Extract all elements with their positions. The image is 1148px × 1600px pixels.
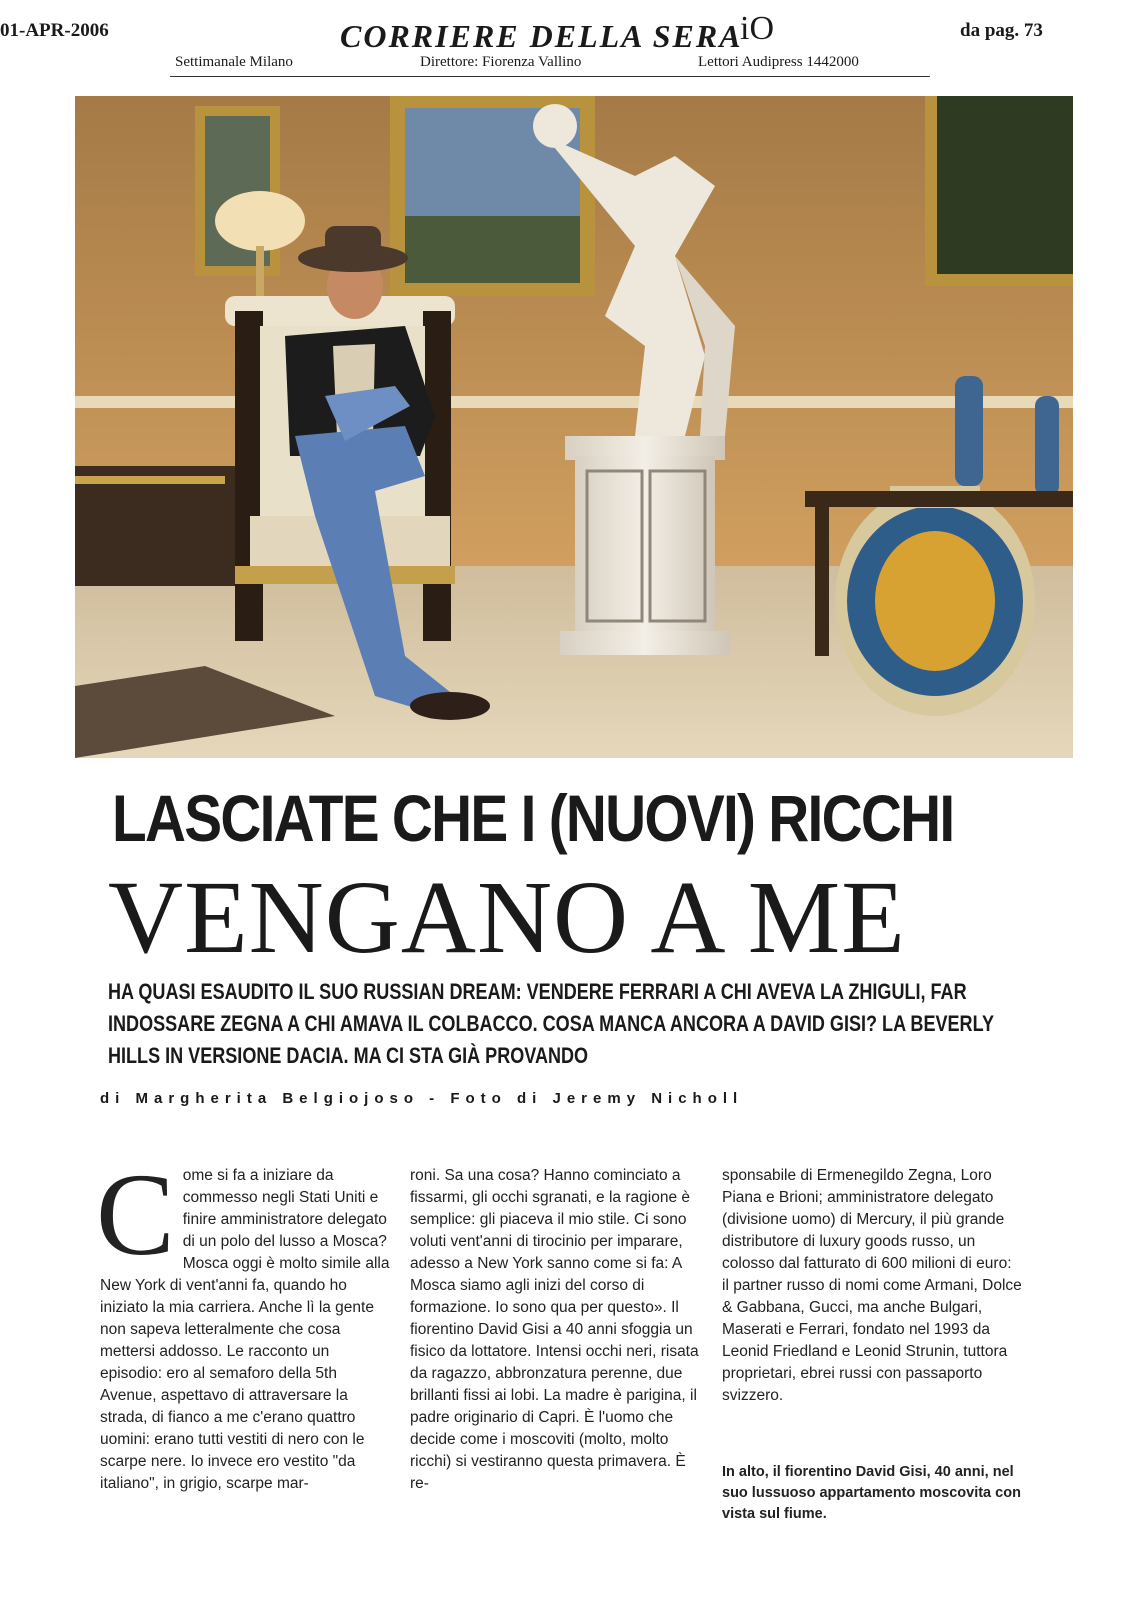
- column-3-text: sponsabile di Ermenegildo Zegna, Loro Piana e Brioni; amministratore delegato (divisione uomo) di Mercury, il più grande distributore di luxury goods russo, un colosso dal fatturato di 600 milioni di euro: il partner russo di nomi come Armani, Dolce & Gabbana, Gucci, ma anche Bulgari, Maserati e Ferrari, fondato nel 1993 da Leonid Friedland e Leonid Strunin, tuttora proprietari, ebrei russi con passaporto svizzero.: [722, 1167, 1022, 1404]
- body-column-2: [410, 1165, 705, 1495]
- headline-line-2: VENGANO A ME: [108, 860, 906, 975]
- photo-caption: In alto, il fiorentino David Gisi, 40 anni, nel suo lussuoso appartamento moscovita con vista sul fiume.: [722, 1464, 1021, 1522]
- subheadline: HA QUASI ESAUDITO IL SUO RUSSIAN DREAM: VENDERE FERRARI A CHI AVEVA LA ZHIGULI, FAR INDOSSARE ZEGNA A CHI AMAVA IL COLBACCO. COSA MANCA ANCORA A DAVID GISI? LA BEVERLY HILLS IN VERSIONE DACIA. MA CI STA GIÀ PROVANDO: [108, 979, 994, 1068]
- drop-cap: C: [96, 1149, 175, 1280]
- column-2-text: roni. Sa una cosa? Hanno cominciato a fissarmi, gli occhi sgranati, e la ragione è semplice: gli piaceva il mio stile. Ci sono voluti vent'anni di tirocinio per imparare, adesso a New York sanno come si fa: A Mosca siamo agli inizi del corso di formazione. Io sono qua per questo». Il fiorentino David Gisi a 40 anni sfoggia un fisico da lottatore. Intensi occhi neri, risata da ragazzo, abbronzatura perenne, due brillanti fissi ai lobi. La madre è parigina, il padre originario di Capri. È l'uomo che decide come i moscoviti (molto, molto ricchi) si vestiranno questa primavera. È re-: [410, 1167, 699, 1492]
- publication-frequency: Settimanale Milano: [175, 54, 293, 70]
- page-reference: da pag. 73: [960, 20, 1043, 41]
- issue-date: 01-APR-2006: [0, 20, 109, 41]
- column-1-text: ome si fa a iniziare da commesso negli Stati Uniti e finire amministratore delegato di un polo del lusso a Mosca? Mosca oggi è molto simile alla New York di vent'anni fa, quando ho iniziato la mia carriera. Anche lì la gente non sapeva letteralmente che cosa mettersi addosso. Le racconto un episodio: ero al semaforo della 5th Avenue, aspettavo di attraversare la strada, di fianco a me c'erano quattro uomini: erano tutti vestiti di nero con le scarpe nere. Io invece ero vestito "da italiano", in grigio, scarpe mar-: [100, 1167, 390, 1492]
- photo-illustration: [75, 96, 1073, 758]
- readership-count: Lettori Audipress 1442000: [698, 54, 859, 70]
- newspaper-title: CORRIERE DELLA SERA: [340, 18, 743, 54]
- body-column-3: [722, 1165, 1022, 1407]
- headline-line-1: LASCIATE CHE I (NUOVI) RICCHI: [112, 781, 954, 855]
- magazine-logo: iO: [740, 10, 774, 47]
- director-name: Direttore: Fiorenza Vallino: [420, 54, 582, 70]
- body-column-1: [96, 1149, 390, 1495]
- masthead-rule: [170, 76, 930, 77]
- byline: di Margherita Belgiojoso - Foto di Jeremy Nicholl: [100, 1090, 744, 1107]
- article-photo: [75, 96, 1073, 758]
